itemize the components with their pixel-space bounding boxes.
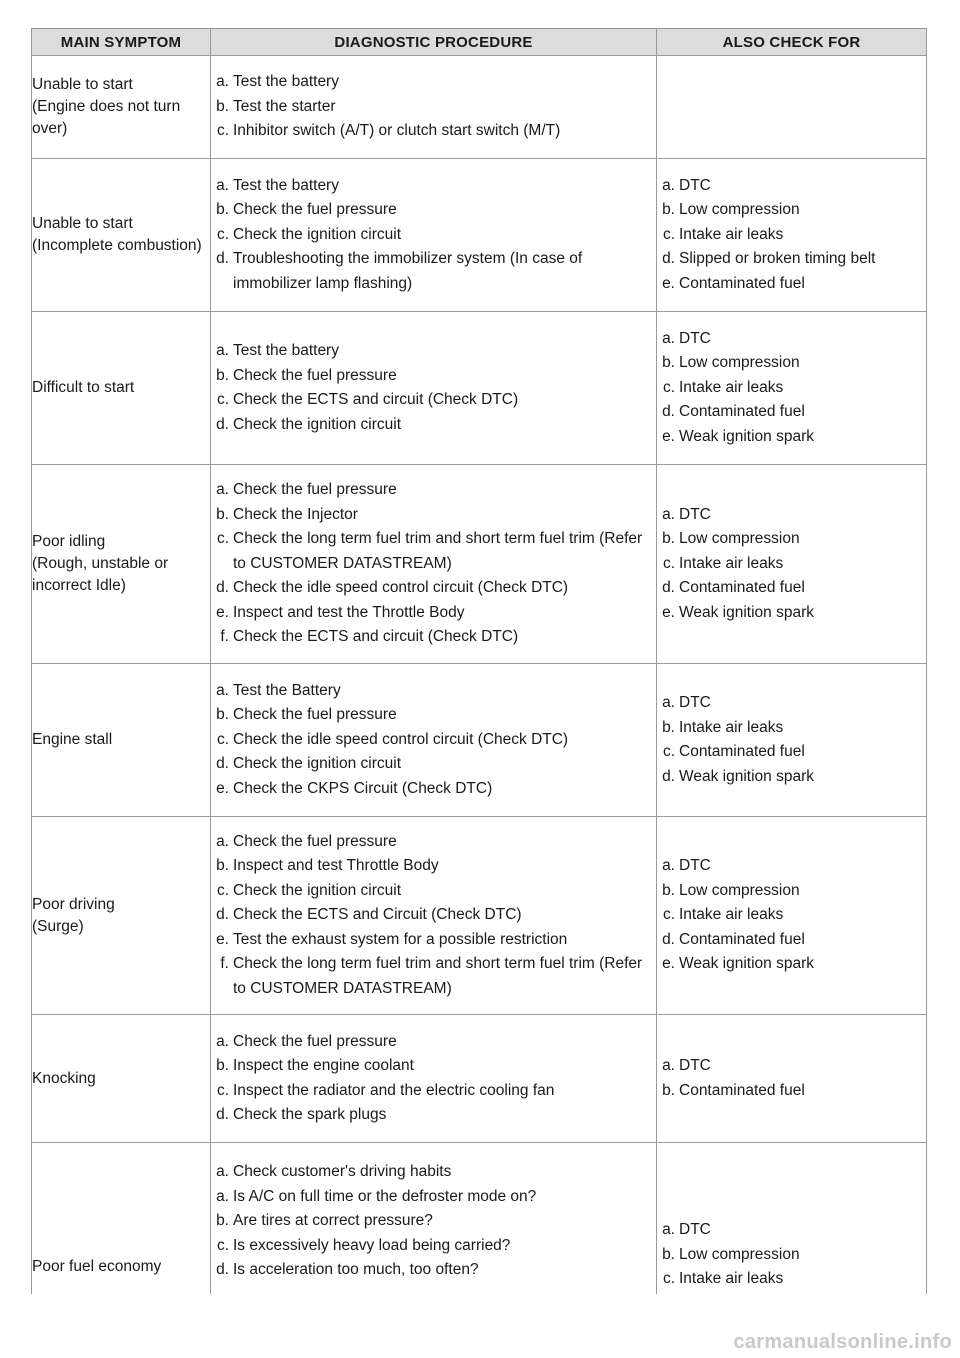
item-marker: a. bbox=[216, 1163, 229, 1180]
item-text: Weak ignition spark bbox=[679, 427, 814, 445]
item-marker: d. bbox=[662, 767, 675, 785]
also-check-item bbox=[657, 327, 926, 352]
item-marker: a. bbox=[662, 505, 675, 523]
item-marker: d. bbox=[662, 250, 675, 268]
item-text: Check the fuel pressure bbox=[233, 481, 397, 499]
item-marker: d. bbox=[662, 403, 675, 421]
item-marker: b. bbox=[216, 706, 229, 724]
procedure-item bbox=[211, 601, 656, 626]
item-text: Test the battery bbox=[233, 73, 339, 91]
item-text: Check the CKPS Circuit (Check DTC) bbox=[233, 779, 493, 797]
symptom-cell bbox=[32, 465, 211, 664]
item-marker: c. bbox=[662, 906, 675, 924]
item-text: Check the ECTS and circuit (Check DTC) bbox=[233, 391, 519, 408]
header-also-check-for: ALSO CHECK FOR bbox=[657, 29, 927, 56]
item-marker: b. bbox=[216, 366, 229, 384]
item-marker: f. bbox=[220, 628, 229, 646]
also-check-item bbox=[657, 1054, 926, 1079]
procedure-item-list bbox=[211, 70, 656, 144]
item-marker: b. bbox=[662, 1245, 675, 1263]
also-check-item bbox=[657, 351, 926, 376]
procedure-item bbox=[211, 679, 656, 704]
item-text: DTC bbox=[679, 505, 711, 523]
item-marker: c. bbox=[216, 1081, 229, 1099]
also-check-item-list bbox=[657, 1218, 926, 1292]
item-marker: e. bbox=[662, 955, 675, 973]
item-text: Inhibitor switch (A/T) or clutch start switch (M/T) bbox=[233, 122, 561, 140]
item-marker: b. bbox=[216, 1057, 229, 1074]
also-check-item bbox=[657, 1079, 926, 1104]
procedure-item bbox=[211, 198, 656, 223]
procedure-item bbox=[211, 388, 656, 413]
procedure-item bbox=[211, 752, 656, 777]
procedure-cell bbox=[211, 1143, 657, 1294]
item-text: DTC bbox=[679, 1057, 711, 1074]
also-check-item bbox=[657, 272, 926, 297]
symptom-line: Unable to start bbox=[32, 76, 133, 93]
item-text: Test the battery bbox=[233, 342, 339, 359]
procedure-item bbox=[211, 527, 656, 576]
also-check-item bbox=[657, 740, 926, 765]
also-check-item bbox=[657, 601, 926, 626]
procedure-item bbox=[211, 247, 656, 296]
item-text: Contaminated fuel bbox=[679, 274, 805, 292]
procedure-item bbox=[211, 70, 656, 95]
symptom-line: Difficult to start bbox=[32, 379, 135, 396]
item-marker: a. bbox=[662, 329, 675, 347]
item-marker: b. bbox=[216, 857, 229, 875]
item-marker: c. bbox=[216, 530, 229, 548]
also-check-cell bbox=[657, 1015, 927, 1143]
procedure-cell bbox=[211, 159, 657, 312]
item-marker: d. bbox=[216, 250, 229, 268]
procedure-item bbox=[211, 364, 656, 389]
table-row bbox=[32, 1143, 927, 1294]
symptom-line: Poor driving bbox=[32, 895, 115, 913]
item-marker: c. bbox=[216, 391, 229, 408]
item-marker: d. bbox=[216, 1261, 229, 1278]
also-check-item-list bbox=[657, 1054, 926, 1103]
item-text: Intake air leaks bbox=[679, 1270, 784, 1287]
item-text: Low compression bbox=[679, 201, 800, 219]
procedure-item-list bbox=[211, 478, 656, 650]
item-marker: b. bbox=[662, 881, 675, 899]
table-row bbox=[32, 664, 927, 817]
item-text: Weak ignition spark bbox=[679, 955, 814, 973]
also-check-item bbox=[657, 854, 926, 879]
item-marker: e. bbox=[662, 603, 675, 621]
procedure-item bbox=[211, 777, 656, 802]
item-marker: a. bbox=[662, 857, 675, 875]
procedure-item bbox=[211, 1079, 656, 1104]
watermark: carmanualsonline.info bbox=[733, 1331, 952, 1353]
symptom-line: Poor idling bbox=[32, 533, 106, 550]
item-marker: a. bbox=[216, 342, 229, 359]
header-diagnostic-procedure: DIAGNOSTIC PROCEDURE bbox=[211, 29, 657, 56]
item-text: Test the exhaust system for a possible restriction bbox=[233, 930, 568, 948]
also-check-item bbox=[657, 1218, 926, 1243]
item-marker: e. bbox=[216, 779, 229, 797]
item-text: Intake air leaks bbox=[679, 554, 784, 572]
procedure-item-list bbox=[211, 339, 656, 437]
table-row bbox=[32, 56, 927, 159]
item-marker: d. bbox=[216, 755, 229, 773]
procedure-item bbox=[211, 119, 656, 144]
item-text: Check customer's driving habits bbox=[233, 1163, 452, 1180]
procedure-item bbox=[211, 1160, 656, 1185]
item-text: Check the spark plugs bbox=[233, 1106, 387, 1123]
also-check-item bbox=[657, 223, 926, 248]
item-marker: c. bbox=[216, 225, 229, 243]
item-marker: a. bbox=[216, 1032, 229, 1050]
procedure-item bbox=[211, 728, 656, 753]
also-check-item-list bbox=[657, 174, 926, 297]
item-marker: a. bbox=[216, 681, 229, 699]
item-text: Intake air leaks bbox=[679, 378, 784, 396]
also-check-item bbox=[657, 247, 926, 272]
procedure-item bbox=[211, 952, 656, 1001]
procedure-cell bbox=[211, 312, 657, 465]
also-check-item-list bbox=[657, 691, 926, 789]
symptom-line: (Surge) bbox=[32, 917, 84, 935]
item-text: Intake air leaks bbox=[679, 718, 784, 736]
item-marker: b. bbox=[216, 97, 229, 115]
item-text: DTC bbox=[679, 329, 711, 347]
also-check-cell bbox=[657, 664, 927, 817]
item-text: Check the fuel pressure bbox=[233, 366, 397, 384]
also-check-item bbox=[657, 765, 926, 790]
item-text: Check the ignition circuit bbox=[233, 881, 401, 899]
also-check-item bbox=[657, 527, 926, 552]
procedure-item bbox=[211, 1234, 656, 1259]
also-check-item bbox=[657, 552, 926, 577]
item-marker: b. bbox=[216, 201, 229, 219]
item-marker: e. bbox=[662, 274, 675, 292]
item-marker: c. bbox=[216, 122, 229, 140]
table-row bbox=[32, 817, 927, 1015]
procedure-item bbox=[211, 478, 656, 503]
procedure-item bbox=[211, 1030, 656, 1055]
item-marker: a. bbox=[216, 481, 229, 499]
item-marker: a. bbox=[662, 1057, 675, 1074]
item-text: Check the idle speed control circuit (Check DTC) bbox=[233, 730, 569, 748]
procedure-item bbox=[211, 928, 656, 953]
item-marker: c. bbox=[216, 730, 229, 748]
item-marker: b. bbox=[662, 1081, 675, 1099]
header-main-symptom: MAIN SYMPTOM bbox=[32, 29, 211, 56]
item-marker: b. bbox=[662, 354, 675, 372]
item-text: Intake air leaks bbox=[679, 225, 784, 243]
item-marker: e. bbox=[662, 427, 675, 445]
item-marker: a. bbox=[662, 694, 675, 711]
table-row bbox=[32, 1015, 927, 1143]
symptom-cell bbox=[32, 1015, 211, 1143]
item-marker: e. bbox=[216, 930, 229, 948]
item-marker: c. bbox=[216, 881, 229, 899]
procedure-item bbox=[211, 503, 656, 528]
table-row bbox=[32, 465, 927, 664]
item-text: Troubleshooting the immobilizer system (In case of immobilizer lamp flashing) bbox=[233, 250, 583, 292]
item-marker: d. bbox=[216, 906, 229, 924]
item-text: Test the Battery bbox=[233, 681, 341, 699]
header-row bbox=[32, 29, 927, 56]
procedure-item bbox=[211, 903, 656, 928]
also-check-item-list bbox=[657, 503, 926, 626]
item-text: Contaminated fuel bbox=[679, 579, 805, 597]
symptom-line: Knocking bbox=[32, 1069, 96, 1087]
symptom-line: Unable to start bbox=[32, 215, 133, 232]
item-text: Check the fuel pressure bbox=[233, 832, 397, 850]
symptom-cell bbox=[32, 1143, 211, 1294]
item-text: Low compression bbox=[679, 881, 800, 899]
item-marker: d. bbox=[662, 930, 675, 948]
also-check-item bbox=[657, 425, 926, 450]
procedure-item bbox=[211, 1185, 656, 1210]
item-text: Check the idle speed control circuit (Check DTC) bbox=[233, 579, 569, 597]
also-check-item bbox=[657, 691, 926, 716]
procedure-cell bbox=[211, 56, 657, 159]
procedure-item bbox=[211, 1103, 656, 1128]
procedure-item bbox=[211, 174, 656, 199]
item-text: Weak ignition spark bbox=[679, 603, 814, 621]
item-marker: b. bbox=[216, 1212, 229, 1229]
item-text: Check the fuel pressure bbox=[233, 1032, 397, 1050]
symptom-line: (Engine does not turn over) bbox=[32, 98, 181, 137]
procedure-item-list bbox=[211, 830, 656, 1002]
item-text: Low compression bbox=[679, 530, 800, 548]
also-check-item bbox=[657, 576, 926, 601]
procedure-cell bbox=[211, 817, 657, 1015]
item-marker: c. bbox=[662, 378, 675, 396]
procedure-cell bbox=[211, 465, 657, 664]
also-check-item bbox=[657, 174, 926, 199]
item-text: Intake air leaks bbox=[679, 906, 784, 924]
item-text: Are tires at correct pressure? bbox=[233, 1212, 433, 1229]
item-text: Contaminated fuel bbox=[679, 403, 805, 421]
symptom-cell bbox=[32, 312, 211, 465]
item-text: Is excessively heavy load being carried? bbox=[233, 1236, 511, 1254]
item-marker: c. bbox=[662, 554, 675, 572]
item-text: Inspect the engine coolant bbox=[233, 1057, 414, 1074]
procedure-item bbox=[211, 830, 656, 855]
item-text: Low compression bbox=[679, 354, 800, 372]
item-text: Check the fuel pressure bbox=[233, 706, 397, 724]
item-marker: c. bbox=[216, 1236, 229, 1254]
item-text: Check the ignition circuit bbox=[233, 755, 401, 773]
item-marker: d. bbox=[216, 1106, 229, 1123]
also-check-cell bbox=[657, 312, 927, 465]
also-check-item bbox=[657, 903, 926, 928]
procedure-item-list bbox=[211, 1030, 656, 1128]
symptom-cell bbox=[32, 56, 211, 159]
item-marker: a. bbox=[662, 1221, 675, 1238]
also-check-item-list bbox=[657, 854, 926, 977]
also-check-item bbox=[657, 1267, 926, 1292]
also-check-item bbox=[657, 503, 926, 528]
also-check-item bbox=[657, 1243, 926, 1268]
also-check-item bbox=[657, 952, 926, 977]
procedure-item bbox=[211, 1054, 656, 1079]
procedure-item bbox=[211, 879, 656, 904]
item-text: Test the starter bbox=[233, 97, 336, 115]
item-text: DTC bbox=[679, 857, 711, 875]
also-check-cell bbox=[657, 56, 927, 159]
procedure-item bbox=[211, 339, 656, 364]
procedure-item bbox=[211, 854, 656, 879]
item-text: DTC bbox=[679, 694, 711, 711]
item-text: Check the ECTS and Circuit (Check DTC) bbox=[233, 906, 522, 924]
symptom-cell bbox=[32, 159, 211, 312]
item-text: Contaminated fuel bbox=[679, 743, 805, 760]
also-check-item bbox=[657, 376, 926, 401]
procedure-item bbox=[211, 576, 656, 601]
item-marker: d. bbox=[216, 579, 229, 597]
item-marker: a. bbox=[216, 73, 229, 91]
item-text: Slipped or broken timing belt bbox=[679, 250, 876, 268]
item-text: Check the Injector bbox=[233, 505, 358, 523]
item-text: Check the ECTS and circuit (Check DTC) bbox=[233, 628, 519, 646]
item-marker: a. bbox=[216, 832, 229, 850]
item-marker: e. bbox=[216, 603, 229, 621]
item-text: Check the long term fuel trim and short term fuel trim (Refer to CUSTOMER DATASTREAM) bbox=[233, 530, 643, 572]
symptom-line: Poor fuel economy bbox=[32, 1258, 162, 1275]
item-text: Is acceleration too much, too often? bbox=[233, 1261, 479, 1278]
also-check-item bbox=[657, 400, 926, 425]
item-text: Contaminated fuel bbox=[679, 930, 805, 948]
procedure-item-list bbox=[211, 1160, 656, 1283]
item-marker: f. bbox=[220, 955, 229, 973]
item-text: Low compression bbox=[679, 1245, 800, 1263]
procedure-cell bbox=[211, 664, 657, 817]
also-check-cell bbox=[657, 1143, 927, 1294]
procedure-item-list bbox=[211, 174, 656, 297]
item-marker: a. bbox=[662, 176, 675, 194]
symptom-line: (Incomplete combustion) bbox=[32, 237, 202, 254]
table-row bbox=[32, 312, 927, 465]
diagnostic-table bbox=[31, 28, 927, 1294]
table-body bbox=[32, 56, 927, 1294]
procedure-item bbox=[211, 1209, 656, 1234]
item-text: Inspect and test Throttle Body bbox=[233, 857, 439, 875]
item-text: Contaminated fuel bbox=[679, 1081, 805, 1099]
also-check-cell bbox=[657, 465, 927, 664]
item-marker: b. bbox=[216, 505, 229, 523]
also-check-item bbox=[657, 716, 926, 741]
symptom-line: Engine stall bbox=[32, 731, 113, 748]
item-text: Check the ignition circuit bbox=[233, 225, 401, 243]
item-marker: c. bbox=[662, 743, 675, 760]
symptom-line: (Rough, unstable or incorrect Idle) bbox=[32, 555, 169, 594]
item-text: Check the ignition circuit bbox=[233, 415, 401, 433]
procedure-cell bbox=[211, 1015, 657, 1143]
item-text: DTC bbox=[679, 1221, 711, 1238]
table-row bbox=[32, 159, 927, 312]
also-check-item bbox=[657, 198, 926, 223]
also-check-item bbox=[657, 879, 926, 904]
symptom-cell bbox=[32, 817, 211, 1015]
item-text: Is A/C on full time or the defroster mode on? bbox=[233, 1187, 537, 1205]
item-marker: b. bbox=[662, 201, 675, 219]
item-text: Test the battery bbox=[233, 176, 339, 194]
procedure-item bbox=[211, 95, 656, 120]
procedure-item bbox=[211, 413, 656, 438]
symptom-cell bbox=[32, 664, 211, 817]
also-check-cell bbox=[657, 817, 927, 1015]
item-marker: b. bbox=[662, 530, 675, 548]
procedure-item bbox=[211, 703, 656, 728]
procedure-item bbox=[211, 1258, 656, 1283]
item-marker: a. bbox=[216, 176, 229, 194]
procedure-item bbox=[211, 625, 656, 650]
item-marker: c. bbox=[662, 1270, 675, 1287]
item-marker: a. bbox=[216, 1187, 229, 1205]
item-text: Check the long term fuel trim and short term fuel trim (Refer to CUSTOMER DATASTREAM) bbox=[233, 955, 643, 997]
also-check-item bbox=[657, 928, 926, 953]
item-marker: c. bbox=[662, 225, 675, 243]
item-marker: b. bbox=[662, 718, 675, 736]
item-text: Inspect the radiator and the electric cooling fan bbox=[233, 1081, 555, 1099]
procedure-item bbox=[211, 223, 656, 248]
item-marker: d. bbox=[662, 579, 675, 597]
also-check-item-list bbox=[657, 327, 926, 450]
item-marker: d. bbox=[216, 415, 229, 433]
item-text: Weak ignition spark bbox=[679, 767, 814, 785]
item-text: Inspect and test the Throttle Body bbox=[233, 603, 465, 621]
procedure-item-list bbox=[211, 679, 656, 802]
item-text: Check the fuel pressure bbox=[233, 201, 397, 219]
item-text: DTC bbox=[679, 176, 711, 194]
also-check-cell bbox=[657, 159, 927, 312]
